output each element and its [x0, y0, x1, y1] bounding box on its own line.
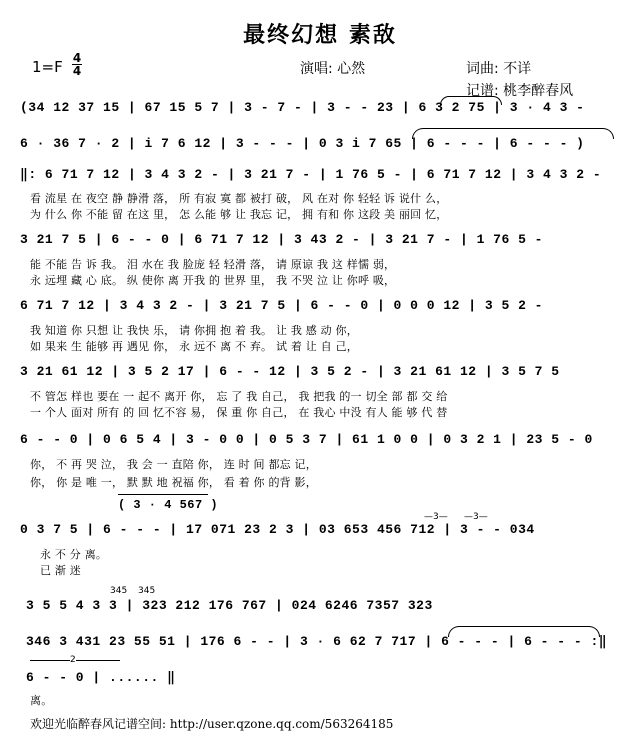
lyric-line-6b: 一 个人 面对 所有 的 回 忆不容 易， 保 重 你 自己， 在 我心 中没 有人 能 够 代 替	[30, 406, 448, 419]
tie-mark	[440, 96, 502, 105]
composer-credit: 词曲: 不详	[466, 61, 532, 77]
lyric-line-7b: 你， 你 是 唯 一， 默 默 地 祝福 你， 看 着 你 的背 影，	[30, 476, 317, 489]
lyric-line-3b: 为 什么 你 不能 留 在这 里， 怎 么能 够 让 我忘 记， 拥 有和 你 这段 美 丽回 忆，	[30, 208, 448, 221]
time-signature-top: 4	[72, 51, 82, 65]
score-system-9: 3 5 5 4 3 3 | 323 212 176 767 | 024 6246 7357 323	[26, 598, 433, 613]
score-system-6: 3 21 61 12 | 3 5 2 17 | 6 - - 12 | 3 5 2 - | 3 21 61 12 | 3 5 7 5	[20, 364, 560, 379]
lyric-line-4a: 能 不能 告 诉 我。 泪 水在 我 脸庞 轻 轻滑 落， 请 原谅 我 这 样懦 弱，	[30, 258, 396, 271]
lyric-line-8b: 已 渐 迷	[40, 564, 81, 577]
grace-notes-a: 345	[110, 586, 128, 596]
lyric-line-4b: 永 远埋 藏 心 底。 纵 使你 离 开我 的 世界 里， 我 不哭 泣 让 你呼 吸，	[30, 274, 396, 287]
tie-mark	[448, 626, 600, 637]
triplet-mark: —3—	[464, 512, 488, 522]
transcriber-credit: 记谱: 桃李醉春风	[466, 83, 574, 99]
lyric-line-5b: 如 果来 生 能够 再 遇见 你， 永 远不 离 不 弃。 试 着 让 自 己，	[30, 340, 358, 353]
singer-credit: 演唱: 心然	[300, 61, 366, 77]
lyric-line-6a: 不 管怎 样也 要在 一 起不 离开 你， 忘 了 我 自己， 我 把我 的一 切全 部 都 交 给	[30, 390, 448, 403]
lyric-line-3a: 看 流星 在 夜空 静 静滑 落， 所 有寂 寞 都 被打 破， 风 在对 你 轻轻 诉 说什 么，	[30, 192, 448, 205]
lyric-line-8a: 永 不 分 离。	[40, 548, 108, 561]
score-system-10: 346 3 431 23 55 51 | 176 6 - - | 3 · 6 62 7 717 | 6 - - - | 6 - - - :‖	[26, 634, 608, 649]
lyric-line-5a: 我 知道 你 只想 让 我快 乐， 请 你拥 抱 着 我。 让 我 感 动 你，	[30, 324, 358, 337]
score-system-3: ‖: 6 71 7 12 | 3 4 3 2 - | 3 21 7 - | 1 76 5 - | 6 71 7 12 | 3 4 3 2 -	[20, 167, 602, 182]
score-system-11: 6 - - 0 | ...... ‖	[26, 670, 176, 685]
score-system-4: 3 21 7 5 | 6 - - 0 | 6 71 7 12 | 3 43 2 - | 3 21 7 - | 1 76 5 -	[20, 232, 543, 247]
lyric-line-7a: 你， 不 再 哭 泣， 我 会 一 直陪 你， 连 时 间 都忘 记，	[30, 458, 317, 471]
triplet-mark: —3—	[424, 512, 448, 522]
score-system-7: 6 - - 0 | 0 6 5 4 | 3 - 0 0 | 0 5 3 7 | 61 1 0 0 | 0 3 2 1 | 23 5 - 0	[20, 432, 593, 447]
key-signature: 1=F	[32, 58, 63, 76]
grace-notes-b: 345	[138, 586, 156, 596]
song-title: 最终幻想 素敌	[243, 23, 397, 48]
time-signature-bottom: 4	[72, 64, 82, 78]
tie-mark	[412, 128, 614, 139]
time-signature	[72, 52, 82, 77]
score-system-2: 6 · 36 7 · 2 | i 7 6 12 | 3 - - - | 0 3 i 7 65 | 6 - - - | 6 - - - )	[20, 136, 585, 151]
repeat-count: 2	[70, 655, 76, 665]
score-system-8: 0 3 7 5 | 6 - - - | 17 071 23 2 3 | 03 653 456 712 | 3 - - 034	[20, 522, 535, 537]
phrase-bracket	[118, 494, 208, 495]
lyric-line-11: 离。	[30, 694, 53, 707]
score-system-1: (34 12 37 15 | 67 15 5 7 | 3 - 7 - | 3 - - 23 | 6 3 2 75 | 3 · 4 3 -	[20, 100, 585, 115]
inline-phrase: ( 3 · 4 567 )	[118, 498, 219, 512]
score-system-5: 6 71 7 12 | 3 4 3 2 - | 3 21 7 5 | 6 - - 0 | 0 0 0 12 | 3 5 2 -	[20, 298, 543, 313]
footer-link[interactable]: 欢迎光临醉春风记谱空间: http://user.qzone.qq.com/563264185	[30, 717, 394, 731]
